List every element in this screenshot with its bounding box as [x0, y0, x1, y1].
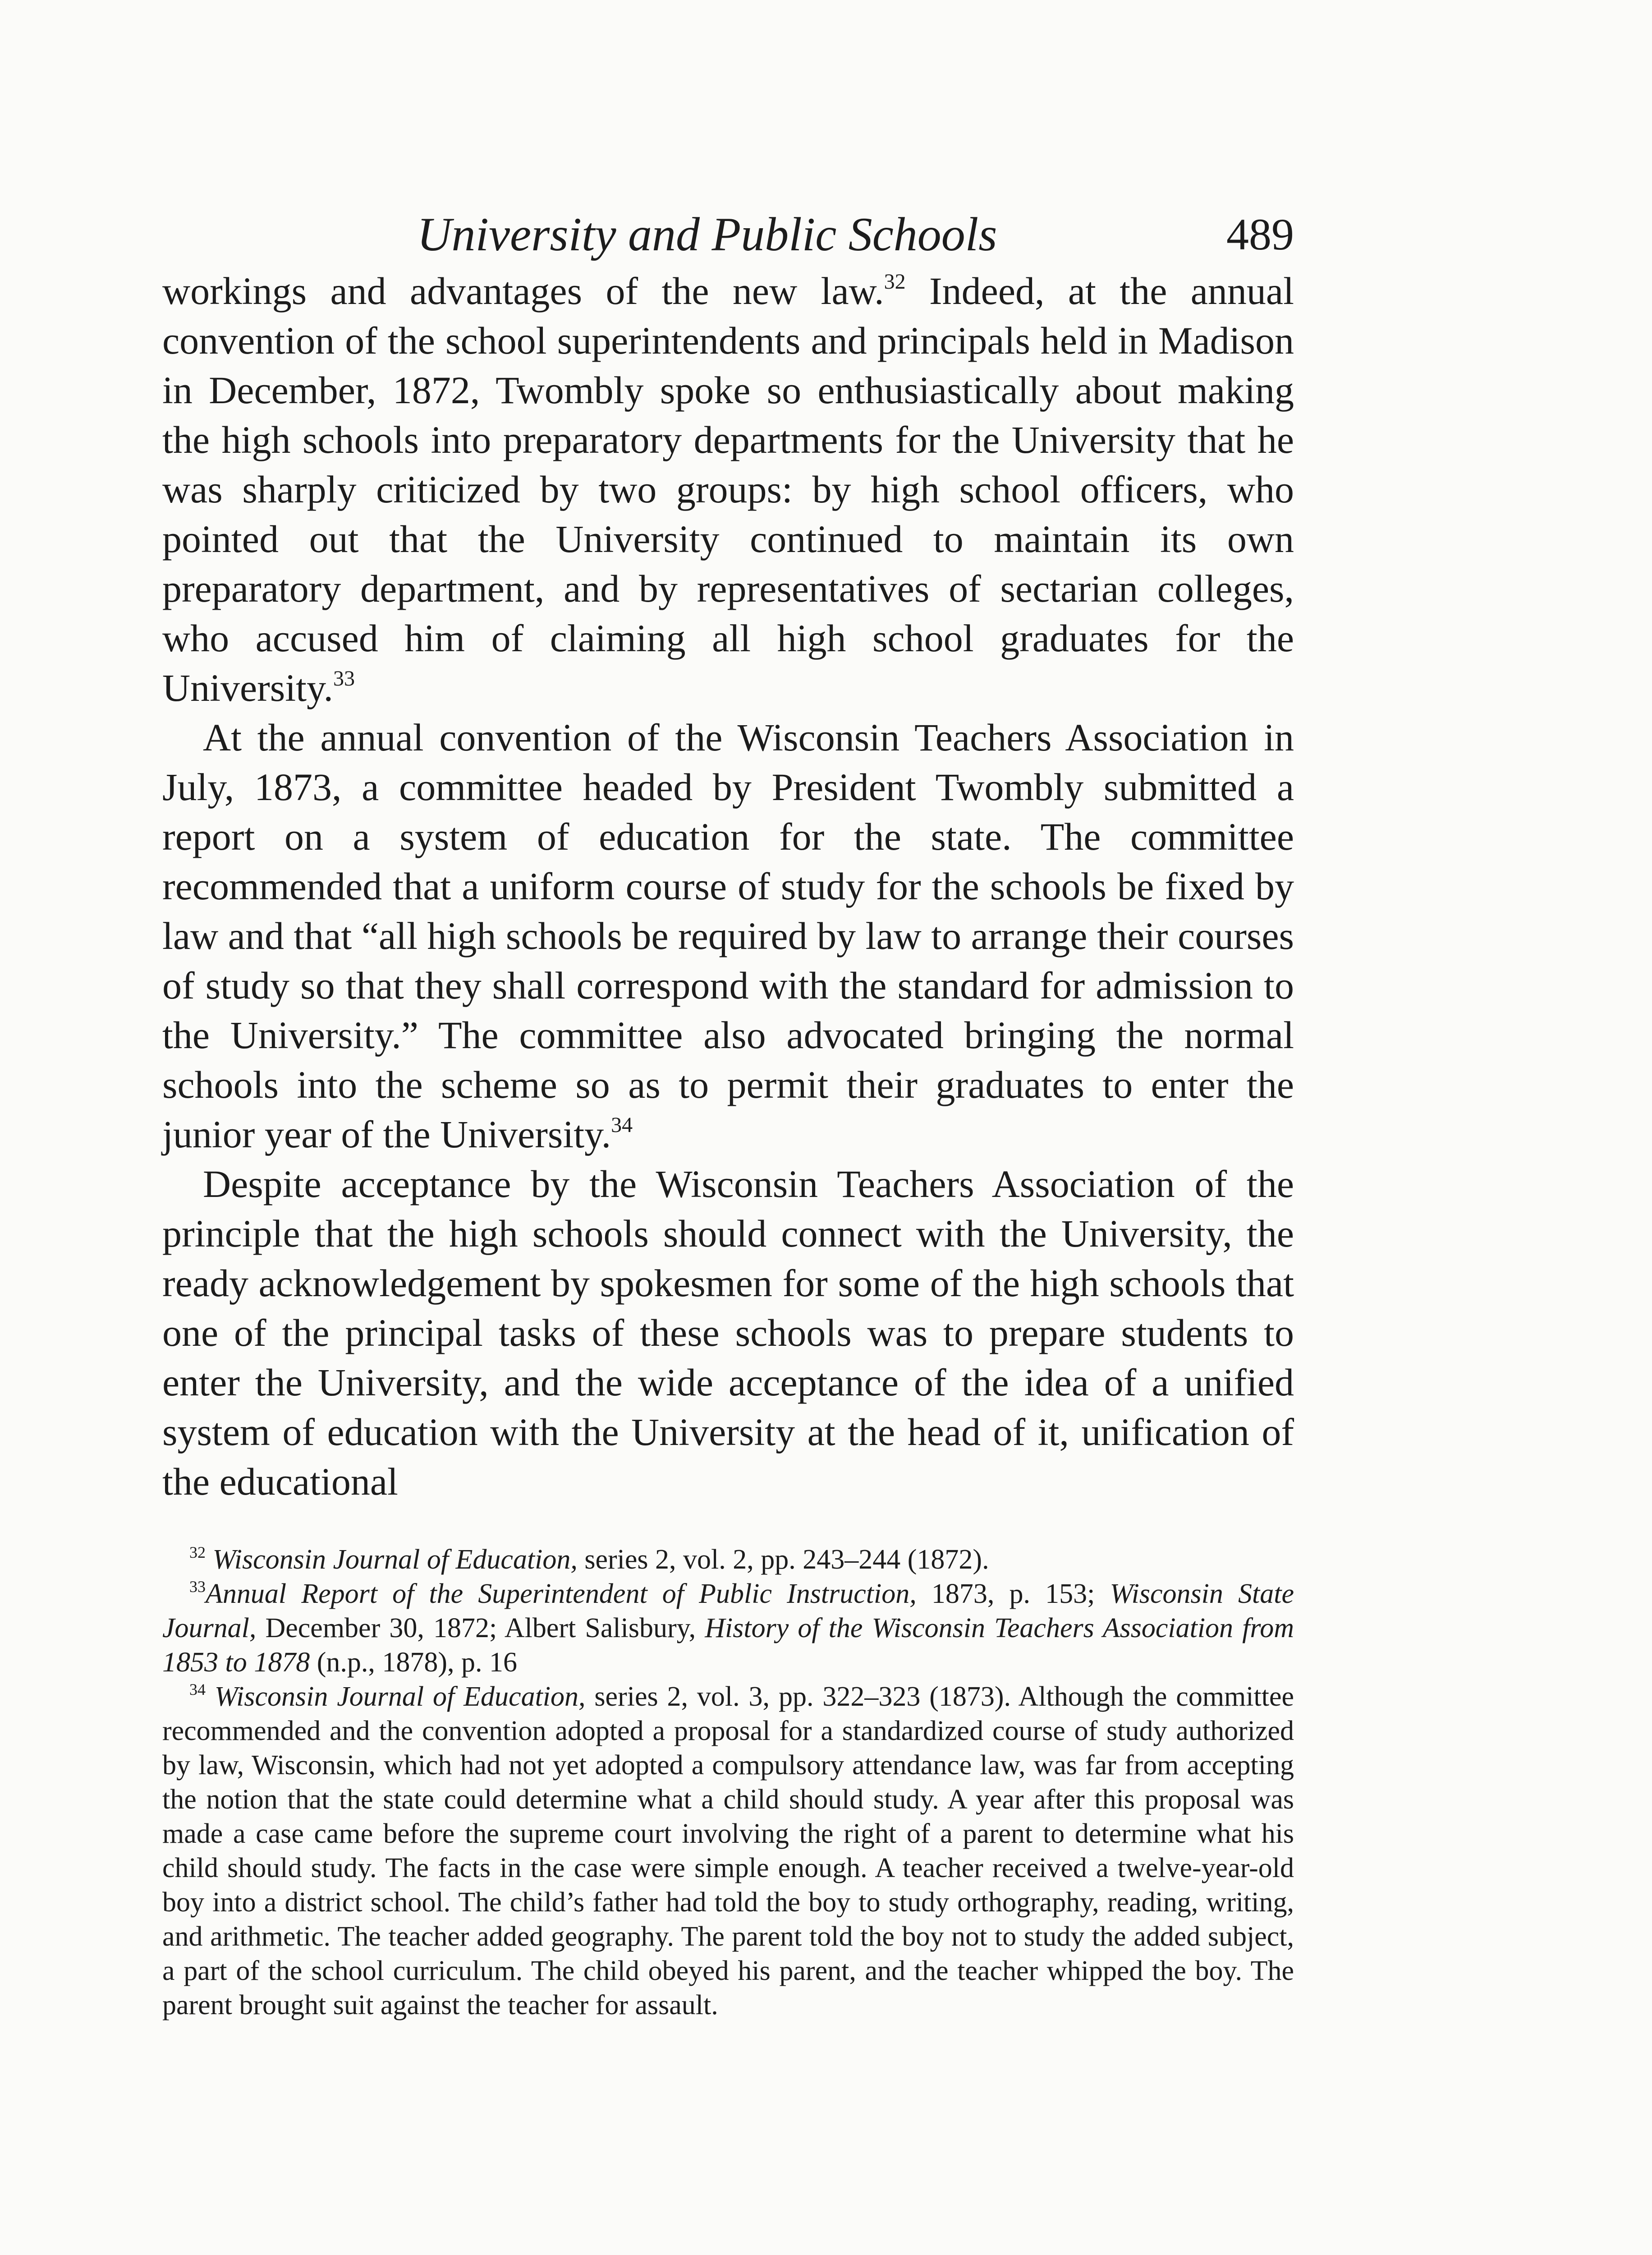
footnote-32-number: 32	[189, 1543, 206, 1561]
footnote-33-title-a: Annual Report of the Superintendent of Public Instruction,	[206, 1578, 917, 1609]
footnote-32-title: Wisconsin Journal of Education,	[212, 1544, 578, 1575]
paragraph-1-text-a: workings and advantages of the new law.	[162, 269, 884, 313]
paragraph-2-text: At the annual convention of the Wisconsin Teachers Association in July, 1873, a committee headed by President Twombly submitted a report on a system of education for the state. The committee recommended that a uniform course of study for the schools be fixed by law and that “all high schools be required by law to arrange their courses of study so that they shall correspond with the standard for admission to the University.” The committee also advocated bringing the normal schools into the scheme so as to permit their graduates to enter the junior year of the University.	[162, 716, 1294, 1156]
book-page	[162, 198, 1294, 2022]
footnote-34-text: series 2, vol. 3, pp. 322–323 (1873). Although the committee recommended and the convention adopted a proposal for a standardized course of study authorized by law, Wisconsin, which had not yet adopted a compulsory attendance law, was far from accepting the notion that the state could determine what a child should study. A year after this proposal was made a case came before the supreme court involving the right of a parent to determine what his child should study. The facts in the case were simple enough. A teacher received a twelve-year-old boy into a district school. The child’s father had told the boy to study orthography, reading, writing, and arithmetic. The teacher added geography. The parent told the boy not to study the added subject, a part of the school curriculum. The child obeyed his parent, and the teacher whipped the boy. The parent brought suit against the teacher for assault.	[162, 1681, 1294, 2020]
footnote-33-text-a: 1873, p. 153;	[916, 1578, 1110, 1609]
footnote-32-text: series 2, vol. 2, pp. 243–244 (1872).	[577, 1544, 989, 1575]
paragraph-1-text-b: Indeed, at the annual convention of the school superintendents and principals held in Madison in December, 1872, Twombly spoke so enthusiastically about making the high schools into preparatory departments for the University that he was sharply criticized by two groups: by high school officers, who pointed out that the University continued to maintain its own preparatory department, and by representatives of sectarian colleges, who accused him of claiming all high school graduates for the University.	[162, 269, 1294, 709]
paragraph-3-text: Despite acceptance by the Wisconsin Teachers Association of the principle that the high schools should connect with the University, the ready acknowledgement by spokesmen for some of the high schools that one of the principal tasks of these schools was to prepare students to enter the University, and the wide acceptance of the idea of a unified system of education with the University at the head of it, unification of the educational	[162, 1162, 1294, 1503]
footnote-33-title-c: History of the Wisconsin Teachers Association from 1853 to 1878	[162, 1613, 1294, 1678]
footnotes	[162, 1542, 1294, 2022]
footnote-33	[162, 1577, 1294, 1680]
paragraph-2	[162, 713, 1294, 1159]
footnote-34-number: 34	[189, 1680, 206, 1698]
footnote-33-number: 33	[189, 1578, 206, 1596]
footnote-ref-34: 34	[611, 1113, 633, 1137]
running-title: University and Public Schools	[417, 208, 997, 261]
footnote-33-title-b: Wisconsin State Journal,	[162, 1578, 1294, 1643]
footnote-33-text-b: December 30, 1872; Albert Salisbury,	[256, 1613, 705, 1643]
paragraph-1	[162, 266, 1294, 713]
footnote-33-text-c: (n.p., 1878), p. 16	[310, 1647, 518, 1678]
footnote-34	[162, 1680, 1294, 2022]
footnote-32	[162, 1542, 1294, 1577]
footnote-ref-33: 33	[333, 667, 355, 690]
paragraph-3	[162, 1159, 1294, 1506]
page-number: 489	[1226, 209, 1294, 259]
body-text	[162, 266, 1294, 1506]
footnote-34-title: Wisconsin Journal of Education,	[214, 1681, 586, 1712]
footnote-ref-32: 32	[884, 270, 906, 294]
running-head	[162, 198, 1294, 266]
